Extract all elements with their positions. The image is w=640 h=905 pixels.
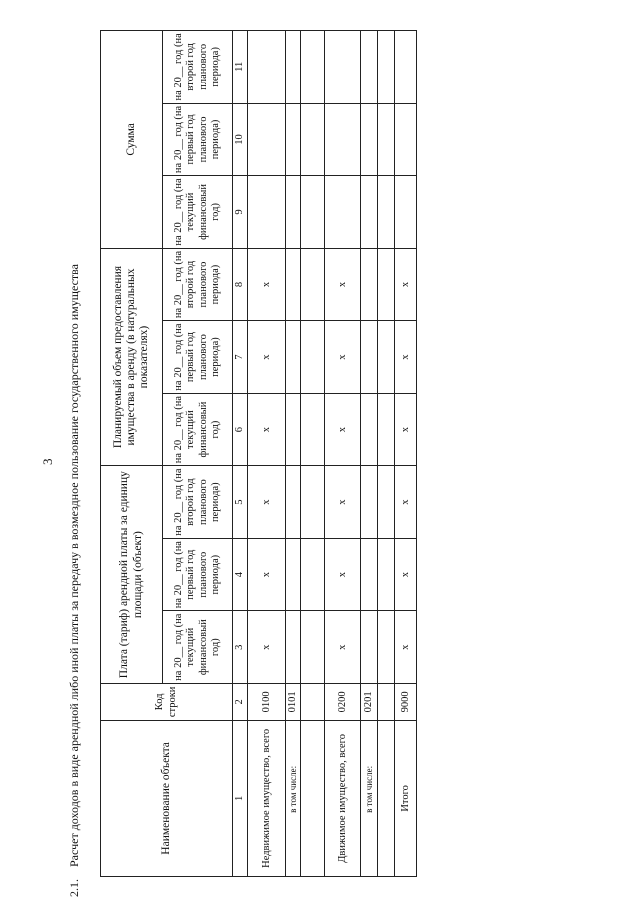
- row-cell: [286, 466, 301, 539]
- row-cell: [301, 248, 325, 321]
- row-object-name: Недвижимое имущество, всего: [248, 720, 286, 876]
- row-cell: x: [325, 466, 361, 539]
- row-cell: [395, 31, 417, 104]
- row-cell: [361, 176, 378, 249]
- column-numbers-row: [233, 31, 248, 877]
- col-number: 4: [233, 538, 248, 611]
- row-cell: [248, 176, 286, 249]
- row-code: [301, 683, 325, 720]
- row-cell: [286, 103, 301, 176]
- row-cell: [286, 176, 301, 249]
- header-volume-first-year: на 20__ год (на первый год планового периода): [163, 321, 233, 394]
- row-cell: x: [248, 321, 286, 394]
- row-cell: [395, 176, 417, 249]
- header-sum-current-year: на 20__ год (на текущий финансовый год): [163, 176, 233, 249]
- row-cell: x: [325, 393, 361, 466]
- row-cell: x: [395, 393, 417, 466]
- row-cell: x: [395, 538, 417, 611]
- col-number: 10: [233, 103, 248, 176]
- col-number: 6: [233, 393, 248, 466]
- table-row: [361, 31, 378, 877]
- table-row: [301, 31, 325, 877]
- row-cell: [301, 103, 325, 176]
- row-cell: [378, 248, 395, 321]
- row-cell: [286, 393, 301, 466]
- row-cell: [325, 103, 361, 176]
- row-cell: [286, 248, 301, 321]
- row-object-name: Движимое имущество, всего: [325, 720, 361, 876]
- col-number: 1: [233, 720, 248, 876]
- row-cell: [378, 538, 395, 611]
- header-rent-current-year: на 20__ год (на текущий финансовый год): [163, 611, 233, 684]
- header-row-code: Код строки: [101, 683, 233, 720]
- row-cell: [395, 103, 417, 176]
- section-number: 2.1.: [67, 879, 81, 897]
- row-cell: [248, 31, 286, 104]
- col-number: 2: [233, 683, 248, 720]
- row-cell: [325, 176, 361, 249]
- row-cell: [248, 103, 286, 176]
- header-volume-second-year: на 20__ год (на второй год планового периода): [163, 248, 233, 321]
- row-cell: [378, 31, 395, 104]
- row-code: 0100: [248, 683, 286, 720]
- table-row: [248, 31, 286, 877]
- header-volume-current-year: на 20__ год (на текущий финансовый год): [163, 393, 233, 466]
- row-cell: x: [325, 611, 361, 684]
- row-object-name: в том числе:: [286, 720, 301, 876]
- header-row-groups: [101, 31, 163, 877]
- row-cell: [378, 466, 395, 539]
- row-cell: x: [248, 611, 286, 684]
- row-cell: [361, 611, 378, 684]
- col-number: 7: [233, 321, 248, 394]
- row-object-name: в том числе:: [361, 720, 378, 876]
- row-cell: x: [325, 538, 361, 611]
- table-row-total: [395, 31, 417, 877]
- page-number: 3: [40, 458, 55, 465]
- row-cell: [301, 611, 325, 684]
- income-calculation-table: [100, 30, 417, 877]
- row-object-name: [301, 720, 325, 876]
- row-cell: x: [395, 321, 417, 394]
- row-cell: [301, 31, 325, 104]
- row-cell: [378, 393, 395, 466]
- header-rent-first-year: на 20__ год (на первый год планового периода): [163, 538, 233, 611]
- row-cell: [361, 31, 378, 104]
- header-planned-volume: Планируемый объем предоставления имущества в аренду (в натуральных показателях): [101, 248, 163, 466]
- row-cell: x: [395, 466, 417, 539]
- row-cell: [286, 31, 301, 104]
- row-cell: [286, 321, 301, 394]
- row-cell: x: [325, 248, 361, 321]
- row-code: 0201: [361, 683, 378, 720]
- row-cell: x: [248, 248, 286, 321]
- row-cell: x: [325, 321, 361, 394]
- col-number: 3: [233, 611, 248, 684]
- row-cell: [378, 103, 395, 176]
- row-cell: x: [395, 611, 417, 684]
- col-number: 8: [233, 248, 248, 321]
- col-number: 5: [233, 466, 248, 539]
- header-object-name: Наименование объекта: [101, 720, 233, 876]
- header-sum: Сумма: [101, 31, 163, 249]
- row-cell: [378, 176, 395, 249]
- row-cell: [378, 321, 395, 394]
- row-cell: [361, 538, 378, 611]
- col-number: 9: [233, 176, 248, 249]
- row-cell: [361, 466, 378, 539]
- row-cell: [286, 538, 301, 611]
- row-code: 0200: [325, 683, 361, 720]
- row-cell: x: [395, 248, 417, 321]
- col-number: 11: [233, 31, 248, 104]
- row-object-name: [378, 720, 395, 876]
- header-sum-second-year: на 20__ год (на второй год планового периода): [163, 31, 233, 104]
- row-object-name: Итого: [395, 720, 417, 876]
- row-cell: [361, 248, 378, 321]
- row-code: [378, 683, 395, 720]
- row-cell: x: [248, 393, 286, 466]
- row-cell: [361, 393, 378, 466]
- row-cell: [325, 31, 361, 104]
- row-code: 9000: [395, 683, 417, 720]
- table-row: [378, 31, 395, 877]
- row-cell: [301, 466, 325, 539]
- header-sum-first-year: на 20__ год (на первый год планового периода): [163, 103, 233, 176]
- section-title: Расчет доходов в виде арендной либо иной платы за передачу в возмездное пользование государственного имущества: [67, 264, 81, 867]
- table-row: [325, 31, 361, 877]
- row-cell: [378, 611, 395, 684]
- row-cell: [361, 321, 378, 394]
- row-cell: [301, 538, 325, 611]
- row-cell: [301, 393, 325, 466]
- row-cell: [301, 321, 325, 394]
- row-cell: x: [248, 538, 286, 611]
- row-cell: [286, 611, 301, 684]
- row-cell: [301, 176, 325, 249]
- row-cell: [361, 103, 378, 176]
- row-cell: x: [248, 466, 286, 539]
- row-code: 0101: [286, 683, 301, 720]
- header-rent-rate: Плата (тариф) арендной платы за единицу площади (объект): [101, 466, 163, 684]
- header-rent-second-year: на 20__ год (на второй год планового периода): [163, 466, 233, 539]
- table-row: [286, 31, 301, 877]
